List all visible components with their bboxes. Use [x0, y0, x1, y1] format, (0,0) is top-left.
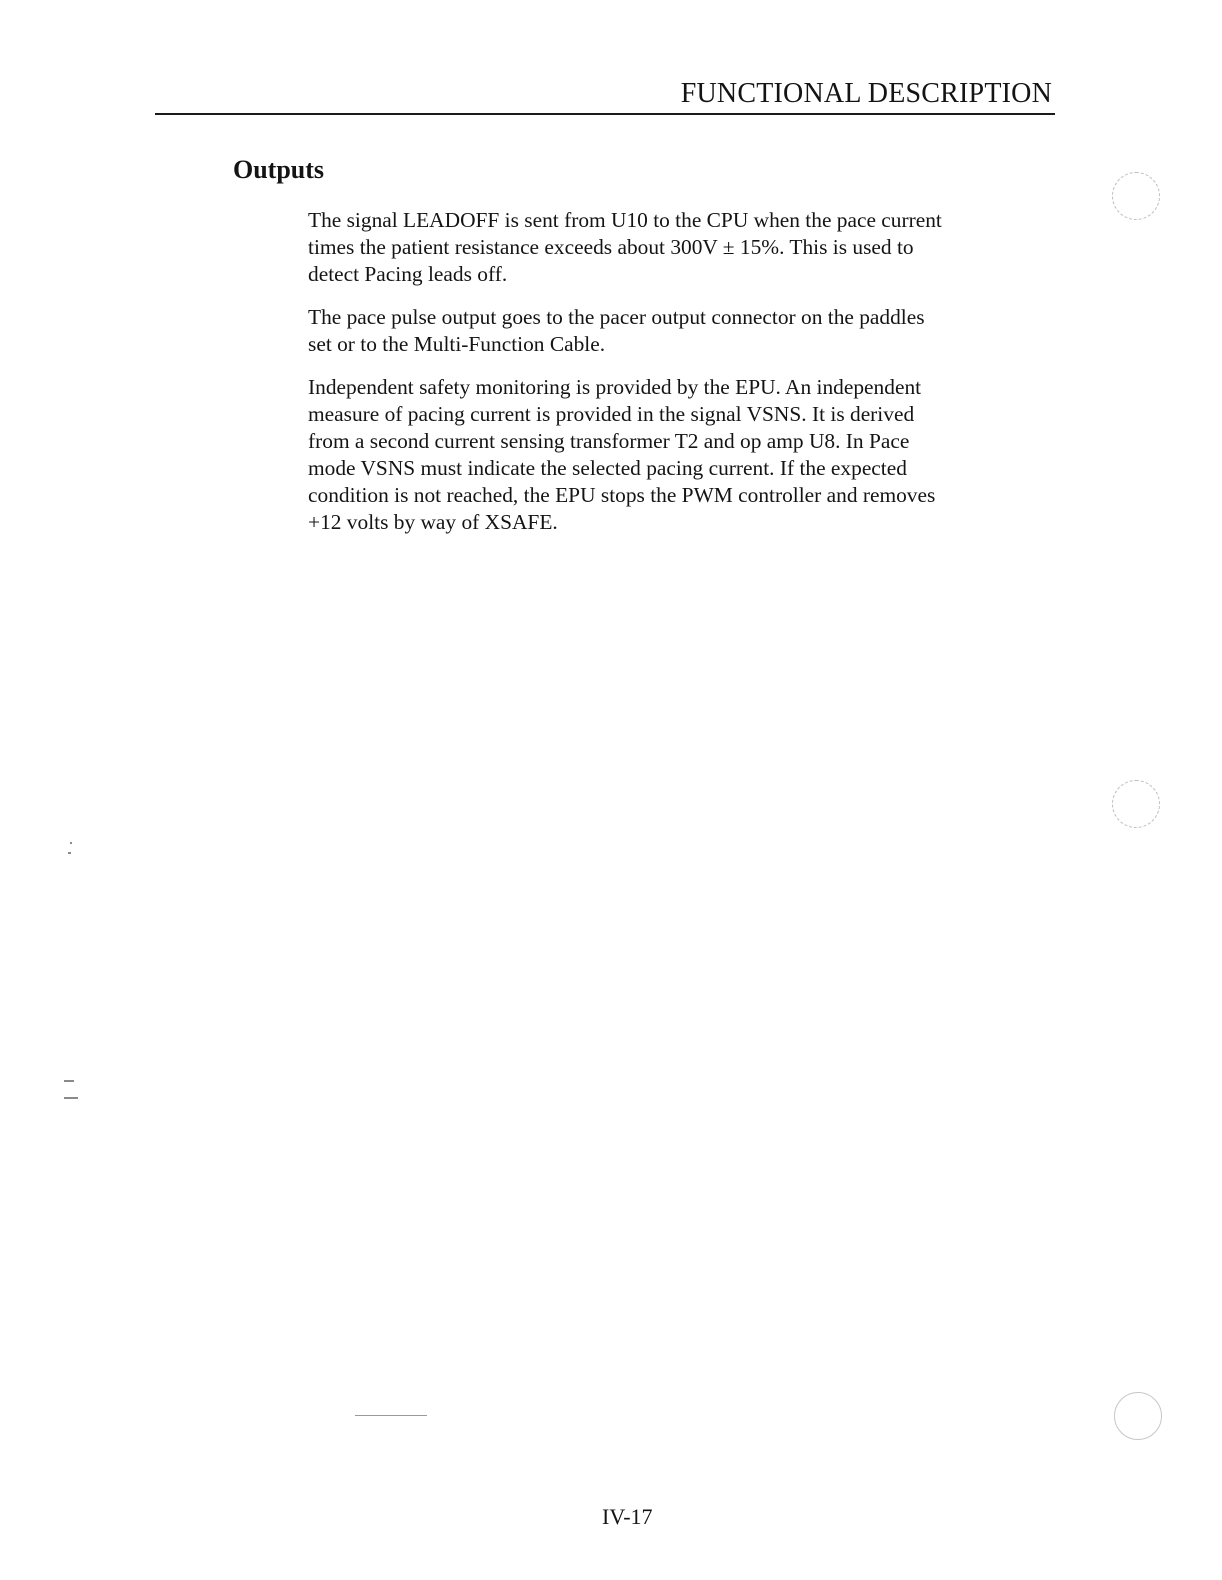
scan-speck: [70, 842, 72, 844]
paragraph-line: The pace pulse output goes to the pacer output connector on the paddles: [308, 305, 925, 329]
paragraph-line: +12 volts by way of XSAFE.: [308, 510, 558, 534]
paragraph-safety-monitoring: [308, 374, 1018, 536]
binder-hole: [1112, 780, 1160, 828]
paragraph-line: detect Pacing leads off.: [308, 262, 508, 286]
binder-hole: [1114, 1392, 1162, 1440]
header-rule: [155, 113, 1055, 115]
paragraph-line: measure of pacing current is provided in the signal VSNS. It is derived: [308, 402, 915, 426]
section-heading: Outputs: [233, 155, 325, 184]
scan-speck: [64, 1080, 74, 1082]
paragraph-line: mode VSNS must indicate the selected pacing current. If the expected: [308, 456, 907, 480]
paragraph-leadoff: [308, 207, 1018, 288]
paragraph-line: condition is not reached, the EPU stops the PWM controller and removes: [308, 483, 936, 507]
paragraph-line: set or to the Multi-Function Cable.: [308, 332, 606, 356]
paragraph-pace-pulse-output: [308, 304, 1018, 358]
paragraph-line: Independent safety monitoring is provided by the EPU. An independent: [308, 375, 922, 399]
binder-hole: [1112, 172, 1160, 220]
body-text: [308, 207, 1018, 552]
paragraph-line: times the patient resistance exceeds about 300V ± 15%. This is used to: [308, 235, 914, 259]
paragraph-line: from a second current sensing transformer T2 and op amp U8. In Pace: [308, 429, 910, 453]
scan-speck: [64, 1097, 78, 1099]
paragraph-line: The signal LEADOFF is sent from U10 to the CPU when the pace current: [308, 208, 942, 232]
page-number: IV-17: [602, 1504, 653, 1529]
scan-speck: [68, 852, 71, 854]
scan-artifact-line: [355, 1415, 427, 1416]
running-header-title: FUNCTIONAL DESCRIPTION: [680, 78, 1052, 109]
